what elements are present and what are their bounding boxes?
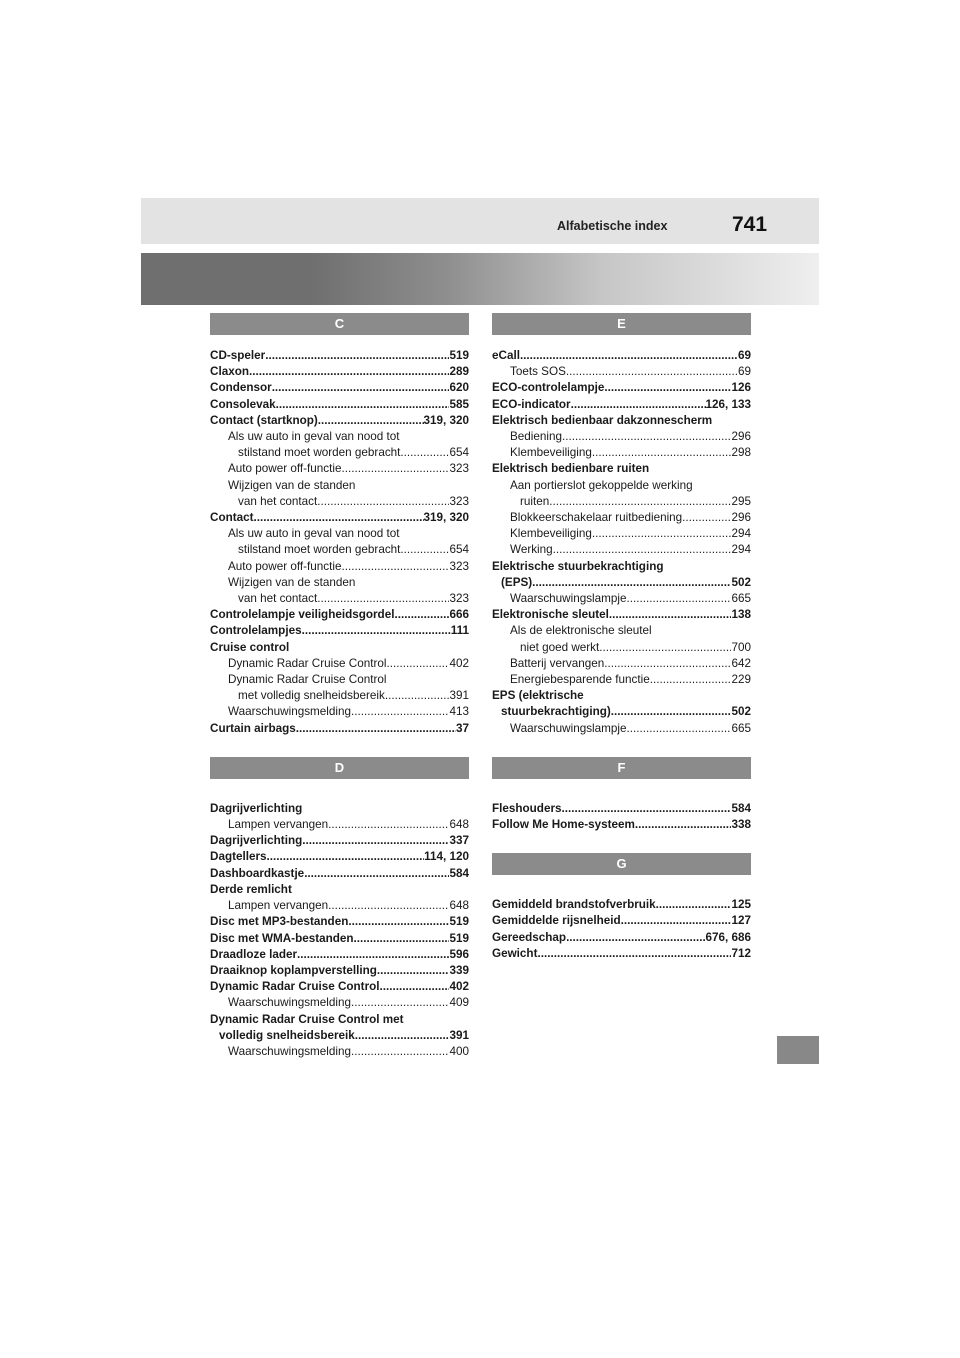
index-entry: Cruise control [210,640,290,654]
index-subentry: Auto power off-functie ..... 323 [210,461,469,477]
index-entry: ECO-controlelampje ..... 126 [492,380,751,396]
index-entry: Gemiddelde rijsnelheid ..... 127 [492,913,751,929]
index-entry: Contact (startknop) ..... 319, 320 [210,413,469,429]
index-entry: Elektrische stuurbekrachtiging [492,559,664,573]
index-entry: Curtain airbags ..... 37 [210,721,469,737]
index-entry: eCall ..... 69 [492,348,751,364]
section-header-e: E [492,313,751,335]
index-subentry: Toets SOS ..... 69 [492,364,751,380]
index-entry: Consolevak ..... 585 [210,397,469,413]
index-subentry: met volledig snelheidsbereik ..... 391 [210,688,469,704]
index-entry: Condensor ..... 620 [210,380,469,396]
index-entry: Follow Me Home-systeem ..... 338 [492,817,751,833]
index-entry: Controlelampje veiligheidsgordel ..... 666 [210,607,469,623]
page-title: Alfabetische index [557,219,668,233]
section-header-d: D [210,757,469,779]
section-c-entries [210,348,469,737]
chapter-tab-marker [777,1036,819,1064]
index-subentry: stilstand moet worden gebracht ..... 654 [210,445,469,461]
index-subentry: Als uw auto in geval van nood tot [228,430,400,444]
index-entry: ECO-indicator ..... 126, 133 [492,397,751,413]
section-header-g: G [492,853,751,875]
index-subentry: Lampen vervangen ..... 648 [210,898,469,914]
index-subentry: Waarschuwingsmelding ..... 413 [210,704,469,720]
index-column-right [492,313,751,962]
index-subentry: Auto power off-functie ..... 323 [210,559,469,575]
decorative-gradient-band [141,253,819,305]
index-subentry: Lampen vervangen ..... 648 [210,817,469,833]
index-subentry: Waarschuwingslampje ..... 665 [492,591,751,607]
index-entry: Dynamic Radar Cruise Control met [210,1012,404,1026]
index-subentry: Klembeveiliging ..... 294 [492,526,751,542]
index-entry: Dynamic Radar Cruise Control ..... 402 [210,979,469,995]
index-entry: CD-speler ..... 519 [210,348,469,364]
section-g-entries [492,897,751,962]
index-entry: Controlelampjes ..... 111 [210,623,469,639]
index-entry: Gewicht ..... 712 [492,946,751,962]
index-subentry: Wijzigen van de standen [228,478,356,492]
section-header-f: F [492,757,751,779]
index-entry: Draaiknop koplampverstelling ..... 339 [210,963,469,979]
index-column-left [210,313,469,1060]
index-entry: Draadloze lader ..... 596 [210,947,469,963]
index-entry: Contact ..... 319, 320 [210,510,469,526]
index-entry: Derde remlicht [210,882,292,896]
index-entry-continued: volledig snelheidsbereik ..... 391 [210,1028,469,1044]
index-subentry: Dynamic Radar Cruise Control ..... 402 [210,656,469,672]
index-entry: Fleshouders ..... 584 [492,801,751,817]
index-entry: Disc met MP3-bestanden ..... 519 [210,914,469,930]
index-entry: Dagtellers ..... 114, 120 [210,849,469,865]
index-subentry: Blokkeerschakelaar ruitbediening ..... 296 [492,510,751,526]
index-subentry: Aan portierslot gekoppelde werking [510,478,693,492]
index-subentry: Als uw auto in geval van nood tot [228,527,400,541]
index-subentry: van het contact ..... 323 [210,494,469,510]
index-subentry: Werking ..... 294 [492,542,751,558]
index-entry: Disc met WMA-bestanden ..... 519 [210,931,469,947]
index-subentry: Waarschuwingsmelding ..... 409 [210,995,469,1011]
index-entry: Dagrijverlichting [210,801,303,815]
section-f-entries [492,801,751,833]
index-subentry: stilstand moet worden gebracht ..... 654 [210,542,469,558]
section-d-entries [210,801,469,1060]
index-subentry: van het contact ..... 323 [210,591,469,607]
index-subentry: Waarschuwingslampje ..... 665 [492,721,751,737]
index-entry: Elektronische sleutel ..... 138 [492,607,751,623]
index-subentry: Energiebesparende functie ..... 229 [492,672,751,688]
index-entry-continued: (EPS) ..... 502 [492,575,751,591]
index-entry: Gemiddeld brandstofverbruik ..... 125 [492,897,751,913]
index-entry: Dagrijverlichting ..... 337 [210,833,469,849]
index-entry: Gereedschap ..... 676, 686 [492,930,751,946]
index-entry: Dashboardkastje ..... 584 [210,866,469,882]
index-subentry: niet goed werkt ..... 700 [492,640,751,656]
index-subentry: Bediening ..... 296 [492,429,751,445]
index-entry-continued: stuurbekrachtiging) ..... 502 [492,704,751,720]
index-entry: Elektrisch bedienbaar dakzonnescherm [492,413,713,427]
index-entry: EPS (elektrische [492,689,584,703]
index-subentry: Klembeveiliging ..... 298 [492,445,751,461]
index-subentry: Als de elektronische sleutel [510,624,652,638]
index-entry: Elektrisch bedienbare ruiten [492,462,650,476]
index-subentry: Waarschuwingsmelding ..... 400 [210,1044,469,1060]
index-subentry: ruiten ..... 295 [492,494,751,510]
page-header-bar [141,198,819,244]
index-subentry: Dynamic Radar Cruise Control [228,673,387,687]
index-subentry: Wijzigen van de standen [228,575,356,589]
index-subentry: Batterij vervangen ..... 642 [492,656,751,672]
index-entry: Claxon ..... 289 [210,364,469,380]
section-e-entries [492,348,751,737]
page-number: 741 [732,213,768,236]
section-header-c: C [210,313,469,335]
